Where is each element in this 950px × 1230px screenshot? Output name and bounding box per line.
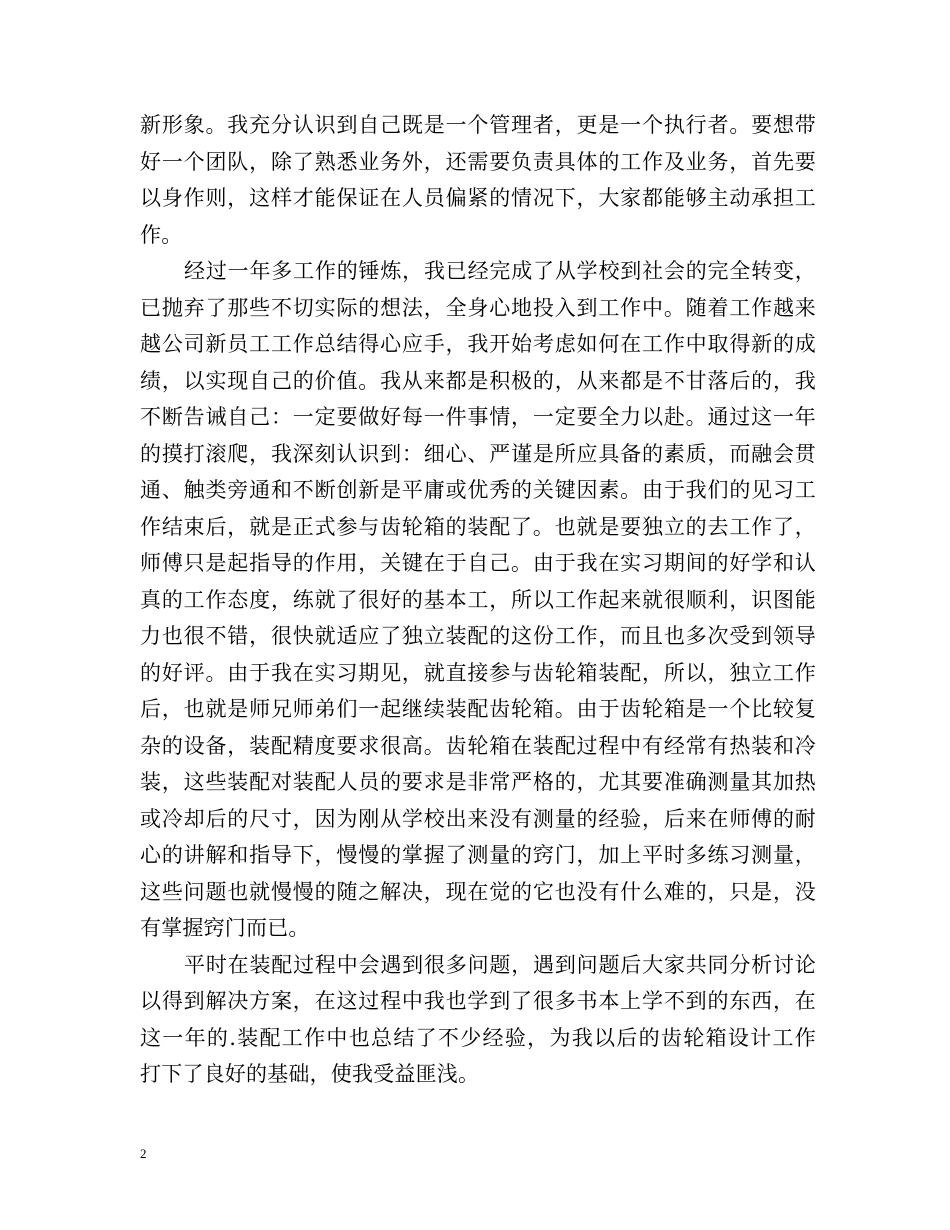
text-line: 有掌握窍门而已。 bbox=[140, 916, 310, 940]
text-line: 越公司新员工工作总结得心应手，我开始考虑如何在工作中取得新的成 bbox=[140, 332, 816, 356]
text-line: 后，也就是师兄师弟们一起继续装配齿轮箱。由于齿轮箱是一个比较复 bbox=[140, 697, 816, 721]
text-line: 好一个团队，除了熟悉业务外，还需要负责具体的工作及业务，首先要 bbox=[140, 149, 816, 174]
text-line: 或冷却后的尺寸，因为刚从学校出来没有测量的经验，后来在师傅的耐 bbox=[140, 806, 816, 831]
text-line: 新形象。我充分认识到自己既是一个管理者，更是一个执行者。要想带 bbox=[140, 113, 816, 137]
text-line: 打下了良好的基础，使我受益匪浅。 bbox=[140, 1062, 480, 1086]
text-line: 的摸打滚爬，我深刻认识到：细心、严谨是所应具备的素质，而融会贯 bbox=[140, 441, 816, 466]
text-line: 真的工作态度，练就了很好的基本工，所以工作起来就很顺利，识图能 bbox=[140, 587, 816, 612]
text-line: 已抛弃了那些不切实际的想法，全身心地投入到工作中。随着工作越来 bbox=[140, 295, 816, 320]
body-text bbox=[140, 107, 816, 1093]
page-number: 2 bbox=[140, 1146, 147, 1161]
text-line: 作。 bbox=[140, 222, 183, 247]
text-line: 以身作则，这样才能保证在人员偏紧的情况下，大家都能够主动承担工 bbox=[140, 186, 816, 210]
text-line: 心的讲解和指导下，慢慢的掌握了测量的窍门，加上平时多练习测量， bbox=[140, 843, 816, 867]
text-line: 通、触类旁通和不断创新是平庸或优秀的关键因素。由于我们的见习工 bbox=[140, 478, 816, 502]
text-line: 装，这些装配对装配人员的要求是非常严格的，尤其要准确测量其加热 bbox=[140, 770, 816, 794]
text-line: 经过一年多工作的锤炼，我已经完成了从学校到社会的完全转变， bbox=[184, 259, 816, 283]
text-line: 绩，以实现自己的价值。我从来都是积极的，从来都是不甘落后的，我 bbox=[140, 368, 816, 393]
text-line: 以得到解决方案，在这过程中我也学到了很多书本上学不到的东西，在 bbox=[140, 989, 816, 1013]
text-line: 平时在装配过程中会遇到很多问题，遇到问题后大家共同分析讨论 bbox=[184, 952, 816, 977]
text-line: 这些问题也就慢慢的随之解决，现在觉的它也没有什么难的，只是，没 bbox=[140, 879, 816, 904]
text-line: 力也很不错，很快就适应了独立装配的这份工作，而且也多次受到领导 bbox=[140, 624, 816, 648]
text-line: 杂的设备，装配精度要求很高。齿轮箱在装配过程中有经常有热装和冷 bbox=[140, 733, 816, 758]
text-line: 作结束后，就是正式参与齿轮箱的装配了。也就是要独立的去工作了， bbox=[140, 514, 816, 539]
text-line: 师傅只是起指导的作用，关键在于自己。由于我在实习期间的好学和认 bbox=[140, 551, 816, 575]
text-line: 这一年的.装配工作中也总结了不少经验，为我以后的齿轮箱设计工作 bbox=[140, 1025, 816, 1050]
text-line: 的好评。由于我在实习期见，就直接参与齿轮箱装配，所以，独立工作 bbox=[140, 660, 816, 685]
text-line: 不断告诫自己：一定要做好每一件事情，一定要全力以赴。通过这一年 bbox=[140, 405, 816, 429]
